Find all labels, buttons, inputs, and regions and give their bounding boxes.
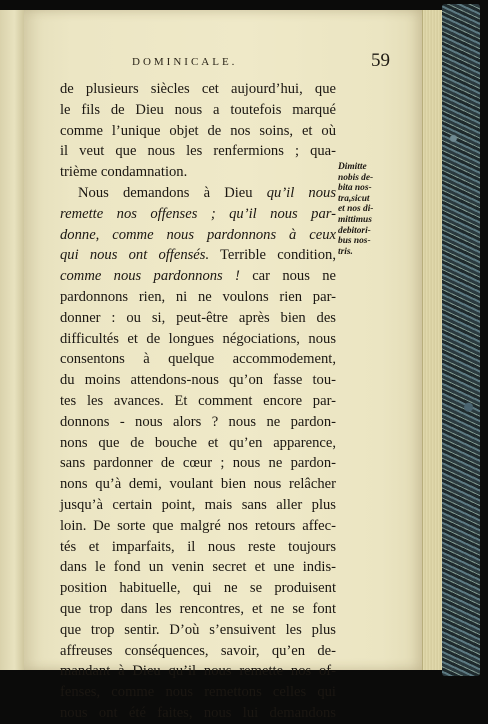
page-header	[60, 52, 390, 74]
text-line	[60, 100, 336, 121]
left-cover-edge	[0, 10, 25, 670]
text-segment: affreuses conséquences, savoir, qu’en de-	[60, 642, 336, 659]
text-segment: mandant à Dieu qu’il nous remette nos of-	[60, 663, 336, 680]
text-line	[60, 225, 336, 246]
text-segment: Nous demandons à Dieu	[78, 184, 267, 201]
italic-text: qui nous ont offensés.	[60, 247, 210, 264]
text-line	[60, 495, 336, 516]
text-segment: car nous ne	[239, 268, 336, 285]
italic-text: comme nous pardonnons !	[60, 268, 240, 285]
text-segment: tés et imparfaits, il nous reste toujours	[60, 538, 336, 555]
text-line	[60, 183, 336, 204]
text-segment: donnons - nous alors ? nous ne pardon-	[60, 413, 336, 430]
text-line	[60, 453, 336, 474]
text-line	[60, 349, 336, 370]
text-segment: que trop sentir. D’où s’ensuivent les plus	[60, 621, 336, 638]
text-segment: que trop dans les rencontres, et ne se font	[60, 600, 336, 617]
margin-note-line: Dimitte	[338, 162, 367, 172]
body-text	[60, 79, 336, 724]
margin-note-line: nobis de-	[338, 172, 374, 183]
text-segment: fenses, comme nous remettons celles qui	[60, 684, 336, 701]
text-segment: pardonnons rien, ni ne voulons rien par-	[60, 288, 336, 305]
text-segment: du moins attendons-nous qu’on fasse tou-	[60, 372, 336, 389]
italic-text: qu’il nous	[266, 184, 336, 201]
text-line	[60, 599, 336, 620]
margin-note-line: tra,sicut	[338, 193, 370, 204]
text-line	[60, 287, 336, 308]
text-line	[60, 121, 336, 142]
page-number: 59	[371, 50, 390, 71]
margin-note-line: et nos di-	[338, 204, 374, 215]
text-segment: sans pardonner de cœur ; nous ne pardon-	[60, 455, 336, 472]
text-line	[60, 433, 336, 454]
text-segment: de plusieurs siècles cet aujourd’hui, que	[60, 81, 336, 97]
text-line	[60, 537, 336, 558]
marbled-cover	[442, 4, 480, 676]
text-segment: trième condamnation.	[60, 164, 188, 181]
text-line	[60, 412, 336, 433]
text-line	[60, 245, 336, 266]
text-line	[60, 370, 336, 391]
text-line	[60, 391, 336, 412]
text-segment: comme l’unique objet de nos soins, et où	[60, 122, 336, 139]
margin-note-line: mittimus	[338, 214, 372, 225]
text-segment: position habituelle, qui ne se produisent	[60, 580, 336, 597]
text-line	[60, 266, 336, 287]
text-line	[60, 620, 336, 641]
text-segment: il veut que nous les renfermions ; qua-	[60, 143, 336, 160]
text-line	[60, 661, 336, 682]
text-segment: consentons à quelque accommodement,	[60, 351, 336, 368]
text-line	[60, 141, 336, 162]
text-segment: nons qu’à demi, voulant bien nous relâcher	[60, 476, 336, 493]
margin-note-line: debitori-	[338, 225, 371, 236]
text-line	[60, 641, 336, 662]
italic-text: remette nos offenses ; qu’il nous par-	[60, 205, 336, 222]
text-segment: dans le fond un venin secret et une indis-	[60, 559, 336, 576]
text-segment: Terrible condition,	[209, 247, 336, 264]
margin-note-line: bita nos-	[338, 183, 372, 194]
text-line	[60, 204, 336, 225]
text-segment: jusqu’à certain point, mais sans aller plus	[60, 496, 336, 513]
text-line	[60, 308, 336, 329]
running-head: DOMINICALE.	[132, 56, 238, 68]
text-line	[60, 557, 336, 578]
italic-text: donne, comme nous pardonnons à ceux	[60, 226, 336, 243]
text-segment: tes les avances. Et comment encore par-	[60, 392, 336, 409]
text-segment: nons que de bouche et qu’en apparence,	[60, 434, 336, 451]
text-line	[60, 329, 336, 350]
margin-note-line: bus nos-	[338, 236, 371, 247]
page-edges	[422, 10, 443, 670]
margin-note-line: tris.	[338, 246, 353, 257]
text-segment: donner : ou si, peut-être après bien des	[60, 309, 336, 326]
text-segment: loin. De sorte que malgré nos retours affec-	[60, 517, 336, 534]
text-line	[60, 578, 336, 599]
text-line	[60, 79, 336, 100]
text-line	[60, 474, 336, 495]
text-line	[60, 516, 336, 537]
text-segment: le fils de Dieu nous a toutefois marqué	[60, 101, 336, 118]
text-line	[60, 682, 336, 703]
text-line	[60, 162, 336, 183]
text-segment: difficultés et de longues négociations, nous	[60, 330, 336, 347]
margin-note	[338, 162, 382, 257]
text-segment: nous ont été faites, nous lui demandons	[60, 704, 336, 721]
text-line	[60, 703, 336, 724]
